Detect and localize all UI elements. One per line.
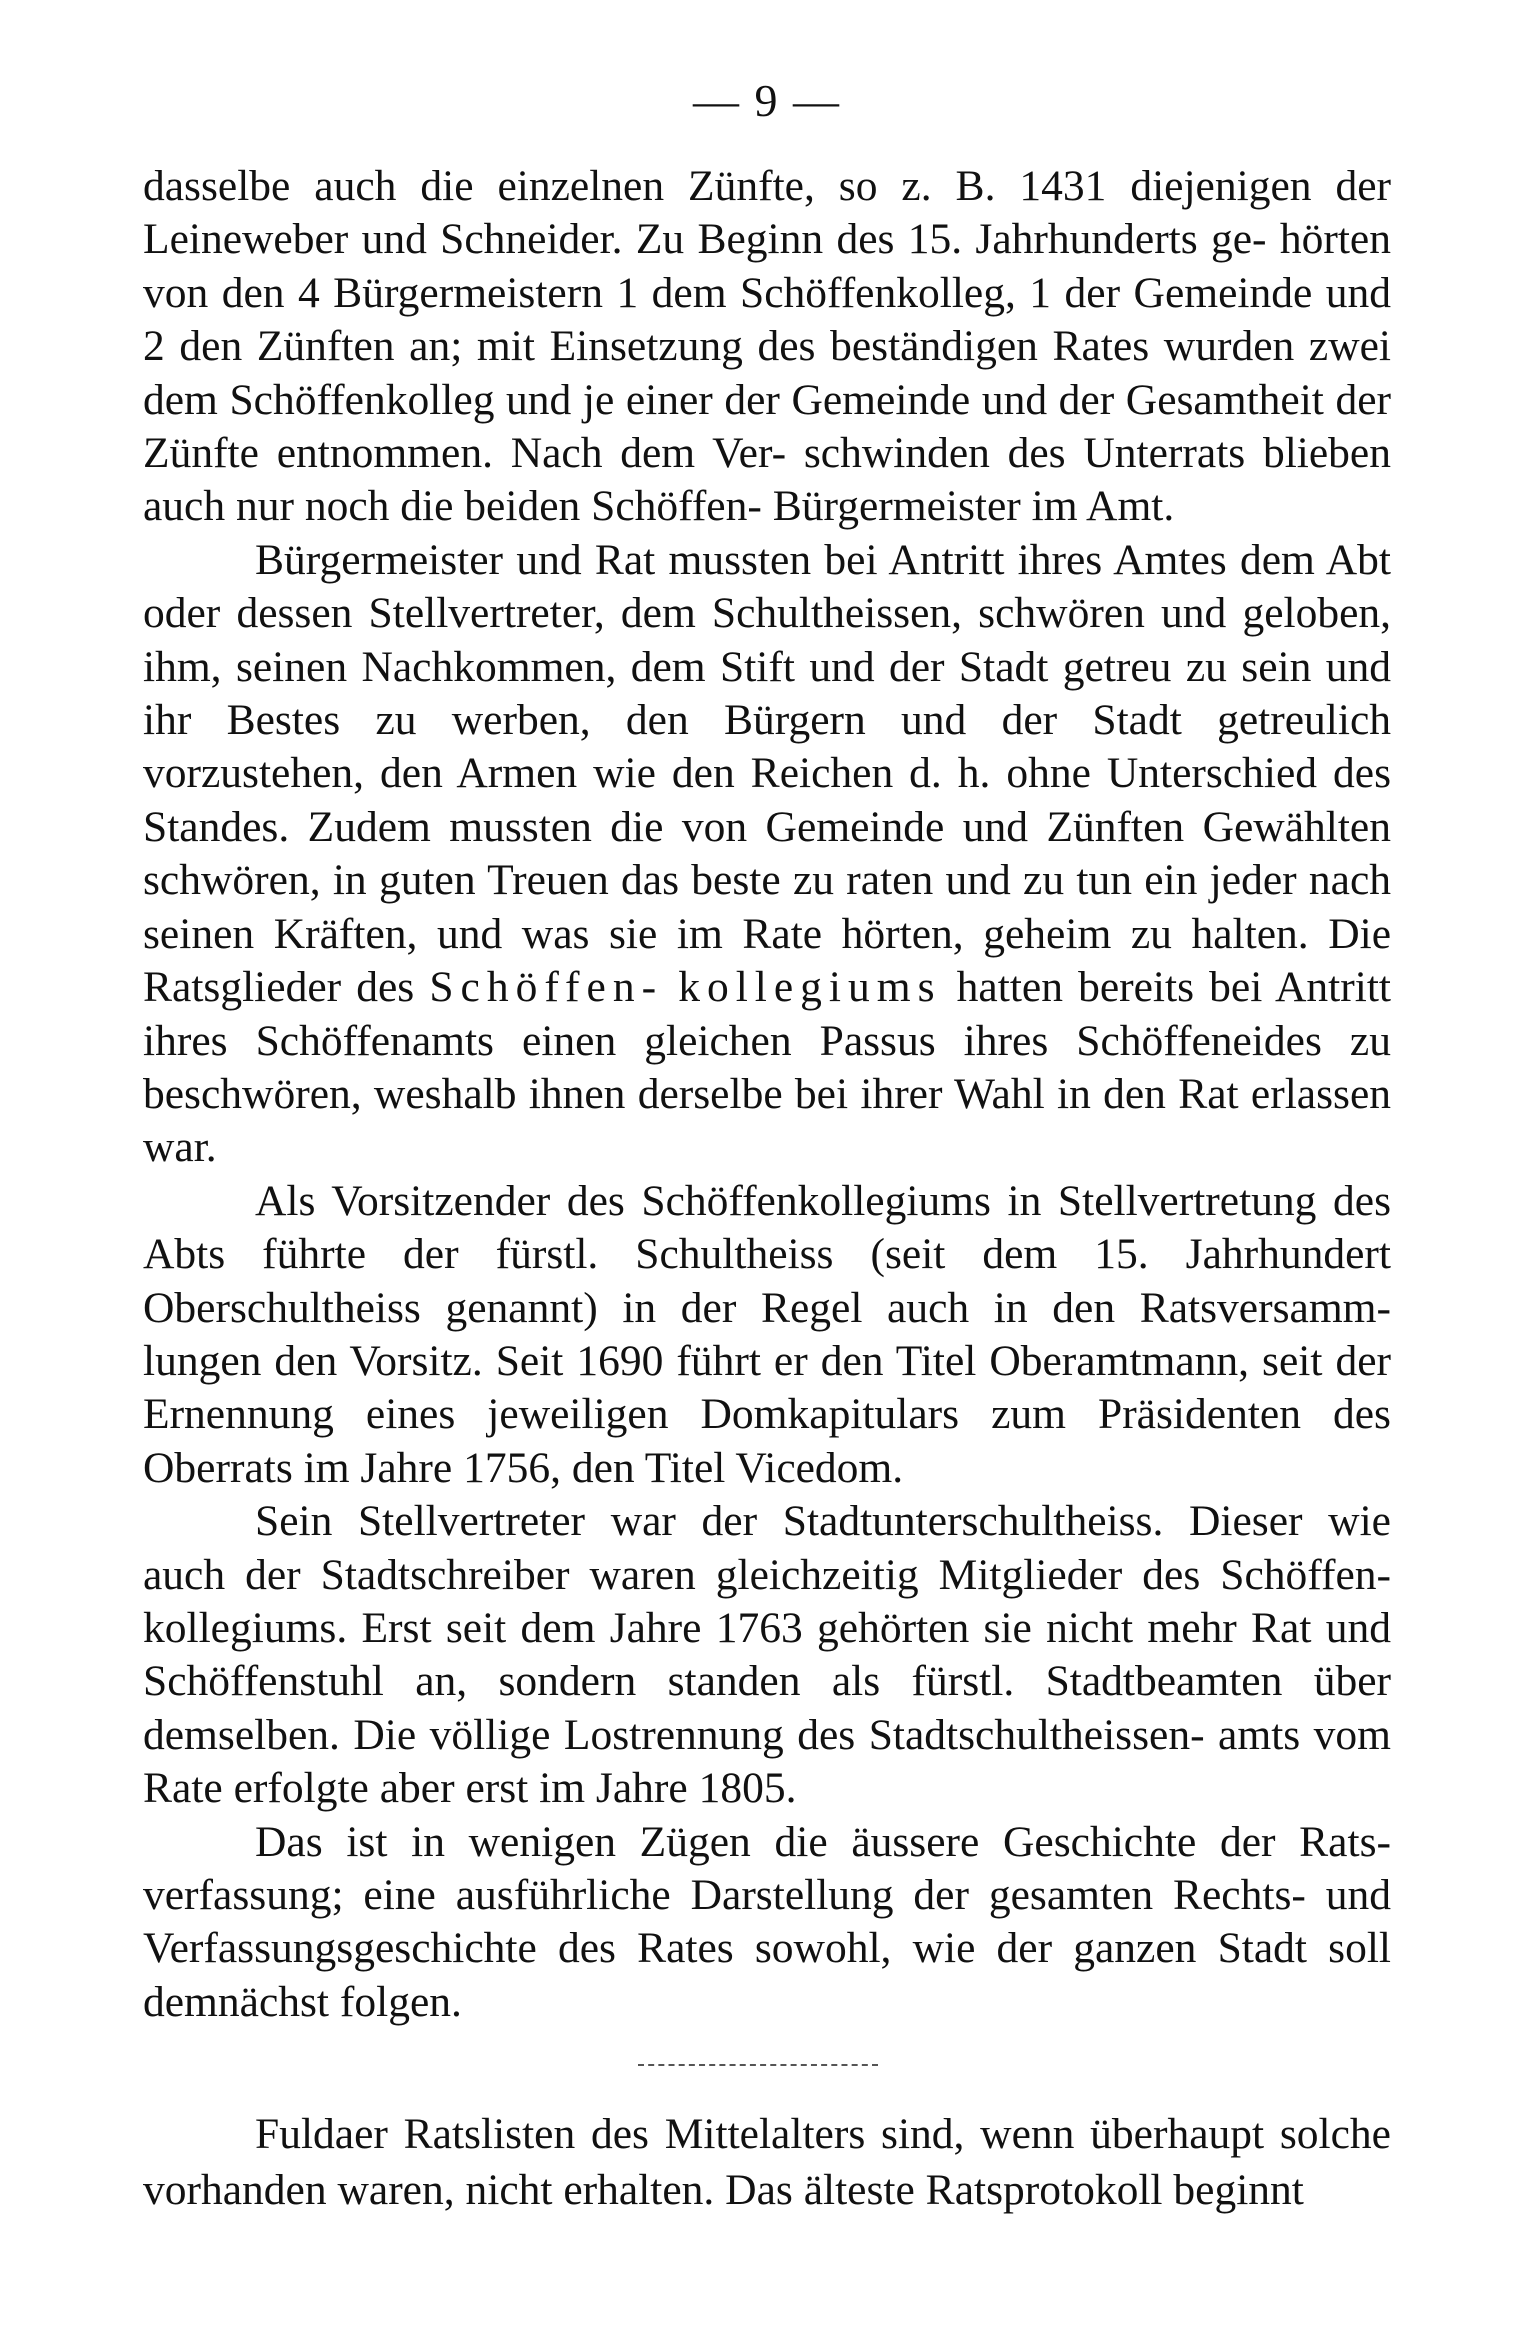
line: und zu tun ein jeder nach seinen Kräften, und was sie im Rate [143, 856, 1392, 958]
line: Verfassungsgeschichte des Rates sowohl, wie der ganzen Stadt soll [143, 1924, 1391, 1973]
line: Sein Stellvertreter war der Stadtunterschultheiss. Dieser wie [255, 1497, 1391, 1546]
line: Oberschultheiss genannt) in der Regel auch in den Ratsversamm- [143, 1283, 1391, 1332]
line: vorhanden waren, nicht erhalten. Das älteste Ratsprotokoll beginnt [143, 2166, 1304, 2214]
line: schwinden des Unterrats blieben auch nur noch die beiden Schöffen- [143, 429, 1391, 531]
line: Unterschied des Standes. Zudem mussten die von Gemeinde und [143, 749, 1391, 851]
spaced-term: kollegiums [678, 963, 942, 1012]
paragraph-2 [143, 534, 1391, 1175]
line: dasselbe auch die einzelnen Zünfte, so z. B. 1431 diejenigen der [143, 162, 1391, 210]
line: Gemeinde und 2 den Zünften an; mit Einsetzung des beständigen [143, 268, 1391, 371]
line: des Abts führte der fürstl. Schultheiss (seit dem 15. Jahrhundert [143, 1176, 1392, 1279]
line: über demselben. Die völlige Lostrennung des Stadtschultheissen- [143, 1657, 1392, 1759]
next-section-text [143, 2106, 1391, 2218]
line: derselbe bei ihrer Wahl in den Rat erlassen war. [143, 1069, 1392, 1172]
line: kollegiums. Erst seit dem Jahre 1763 gehörten sie nicht mehr [143, 1603, 1237, 1652]
line: Bürgermeister im Amt. [772, 482, 1175, 531]
line: verfassung; eine ausführliche Darstellung der gesamten Rechts- und [143, 1871, 1391, 1919]
paragraph-4 [143, 1495, 1391, 1815]
line: des Oberrats im Jahre 1756, den Titel Vicedom. [143, 1390, 1391, 1492]
line: lungen den Vorsitz. Seit 1690 führt er den Titel Oberamtmann, [143, 1336, 1250, 1385]
line: gleichen Passus ihres Schöffeneides zu beschwören, weshalb ihnen [143, 1016, 1391, 1118]
line: amts vom Rate erfolgte aber erst im Jahre 1805. [143, 1710, 1392, 1813]
paragraph-1 [143, 160, 1391, 534]
body-text [143, 160, 1391, 2029]
line: seit der Ernennung eines jeweiligen Domkapitulars zum Präsidenten [143, 1336, 1391, 1439]
line: zu sein und ihr Bestes zu werben, den Bürgern und der Stadt [143, 642, 1392, 745]
line: Abt oder dessen Stellvertreter, dem Schultheissen, schwören und [143, 535, 1391, 638]
line: Rates wurden zwei dem Schöffenkolleg und je einer der Gemeinde [143, 322, 1392, 424]
line: Das ist in wenigen Zügen die äussere Geschichte der Rats- [255, 1817, 1391, 1866]
line: Als Vorsitzender des Schöffenkollegiums in Stellvertretung [255, 1176, 1317, 1225]
book-page [143, 0, 1391, 2350]
line: hörten von den 4 Bürgermeistern 1 dem Schöffenkolleg, 1 der [143, 215, 1391, 317]
line: Zünften Gewählten schwören, in guten Treuen das beste zu raten [143, 802, 1391, 905]
line: geloben, ihm, seinen Nachkommen, dem Stift und der Stadt getreu [143, 589, 1392, 691]
line: hatten bereits bei Antritt ihres Schöffenamts einen [143, 963, 1392, 1065]
line: Bürgermeister und Rat mussten bei Antritt ihres Amtes dem [255, 535, 1315, 584]
line: demnächst folgen. [143, 1977, 462, 2026]
line: und der Gesamtheit der Zünfte entnommen. Nach dem Ver- [143, 375, 1392, 478]
line: auch der Stadtschreiber waren gleichzeitig Mitglieder des Schöffen- [143, 1550, 1391, 1599]
spaced-term: Schöffen- [429, 963, 664, 1012]
page-number: — 9 — [693, 75, 841, 126]
paragraph-3 [143, 1175, 1391, 1495]
paragraph-5 [143, 1816, 1391, 2030]
paragraph-6 [143, 2106, 1391, 2218]
line: hörten, geheim zu halten. Die Ratsglieder des [143, 909, 1391, 1012]
line: Fuldaer Ratslisten des Mittelalters sind, wenn überhaupt solche [255, 2110, 1391, 2158]
line: Leineweber und Schneider. Zu Beginn des 15. Jahrhunderts ge- [143, 215, 1267, 264]
line: getreulich vorzustehen, den Armen wie den Reichen d. h. ohne [143, 696, 1392, 798]
line: Rat und Schöffenstuhl an, sondern standen als fürstl. Stadtbeamten [143, 1603, 1391, 1706]
section-divider [638, 2064, 878, 2066]
